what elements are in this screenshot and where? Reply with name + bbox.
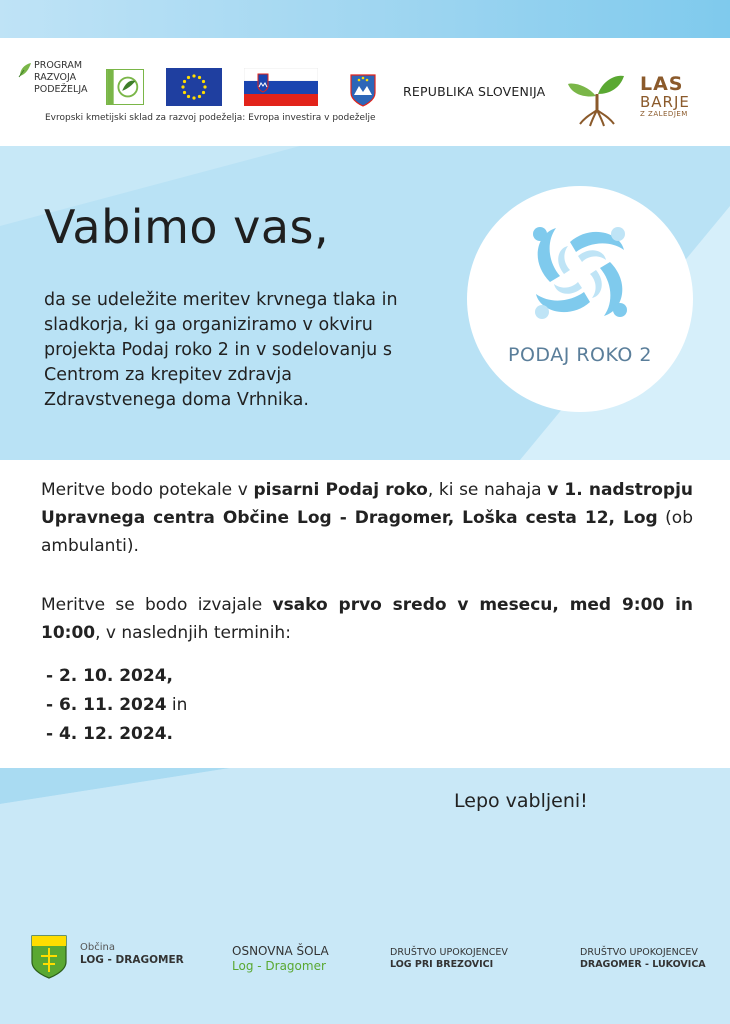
du2-line-1: DRUŠTVO UPOKOJENCEV [580, 947, 698, 958]
date-suffix: in [166, 695, 188, 715]
obcina-name: LOG - DRAGOMER [80, 954, 184, 966]
dates-list [46, 662, 187, 749]
las-line-3: Z ZALEDJEM [640, 110, 688, 118]
program-line-3: PODEŽELJA [34, 84, 88, 95]
las-line-2: BARJE [640, 93, 690, 111]
du2-line-2: DRAGOMER - LUKOVICA [580, 959, 706, 970]
closing-text: Lepo vabljeni! [454, 790, 588, 812]
du1-line-2: LOG PRI BREZOVICI [390, 959, 494, 970]
date-value: - 4. 12. 2024. [46, 724, 173, 744]
footer-obcina [80, 942, 184, 966]
footer-osnovna-sola [232, 944, 329, 974]
du1-line-1: DRUŠTVO UPOKOJENCEV [390, 947, 508, 958]
location-address: v 1. nadstropju Upravnega centra Občine Log - Dragomer, Loška cesta 12, Log [41, 480, 693, 528]
date-item [46, 662, 187, 691]
las-barje-logo [640, 74, 690, 119]
logo-strip [0, 38, 730, 146]
leaf-icon [18, 62, 32, 78]
location-paragraph [41, 476, 693, 560]
sola-line-2: Log - Dragomer [232, 959, 326, 973]
bottom-background-shapes [0, 768, 730, 1024]
date-item [46, 720, 187, 749]
slovenia-flag-icon [244, 68, 318, 106]
slovenia-coat-of-arms-icon [350, 73, 376, 107]
republika-slovenija-label: REPUBLIKA SLOVENIJA [403, 84, 546, 99]
eu-flag-icon [166, 68, 222, 106]
program-line-2: RAZVOJA [34, 72, 77, 83]
las-line-1: LAS [640, 73, 684, 95]
location-text-2: , ki se nahaja [427, 480, 548, 500]
schedule-text-2: , v naslednjih terminih: [95, 623, 291, 643]
date-value: - 2. 10. 2024, [46, 666, 173, 686]
eafrd-caption: Evropski kmetijski sklad za razvoj podeželja: Evropa investira v podeželje [45, 113, 376, 123]
schedule-paragraph [41, 591, 693, 647]
top-color-band [0, 0, 730, 38]
date-item [46, 691, 187, 720]
podaj-roko-swirl-icon [467, 186, 693, 412]
podaj-roko-label: PODAJ ROKO 2 [507, 344, 652, 366]
leader-logo-icon [106, 69, 144, 105]
location-text-3: (ob ambulanti). [41, 508, 693, 556]
location-text-1: Meritve bodo potekale v [41, 480, 254, 500]
hero-title: Vabimo vas, [44, 200, 330, 254]
bottom-section [0, 768, 730, 1024]
location-office: pisarni Podaj roko [253, 480, 428, 500]
sola-line-1: OSNOVNA ŠOLA [232, 944, 329, 958]
hero-section [0, 146, 730, 460]
schedule-time: vsako prvo sredo v mesecu, med 9:00 in 10:00 [41, 595, 693, 643]
footer-drustvo-dragomer [580, 947, 706, 971]
hero-text: da se udeležite meritev krvnega tlaka in sladkorja, ki ga organiziramo v okviru projekta Podaj roko 2 in v sodelovanju s Centrom za krepitev zdravja Zdravstvenega doma Vrhnika. [44, 290, 398, 410]
program-razvoja-logo [18, 60, 98, 96]
obcina-crest-icon [30, 934, 68, 980]
schedule-text-1: Meritve se bodo izvajale [41, 595, 273, 615]
program-line-1: PROGRAM [34, 60, 83, 71]
obcina-label: Občina [80, 942, 115, 953]
date-value: - 6. 11. 2024 [46, 695, 167, 715]
footer-drustvo-log [390, 947, 508, 971]
las-plant-logo-icon [566, 56, 626, 128]
podaj-roko-logo [467, 186, 693, 412]
